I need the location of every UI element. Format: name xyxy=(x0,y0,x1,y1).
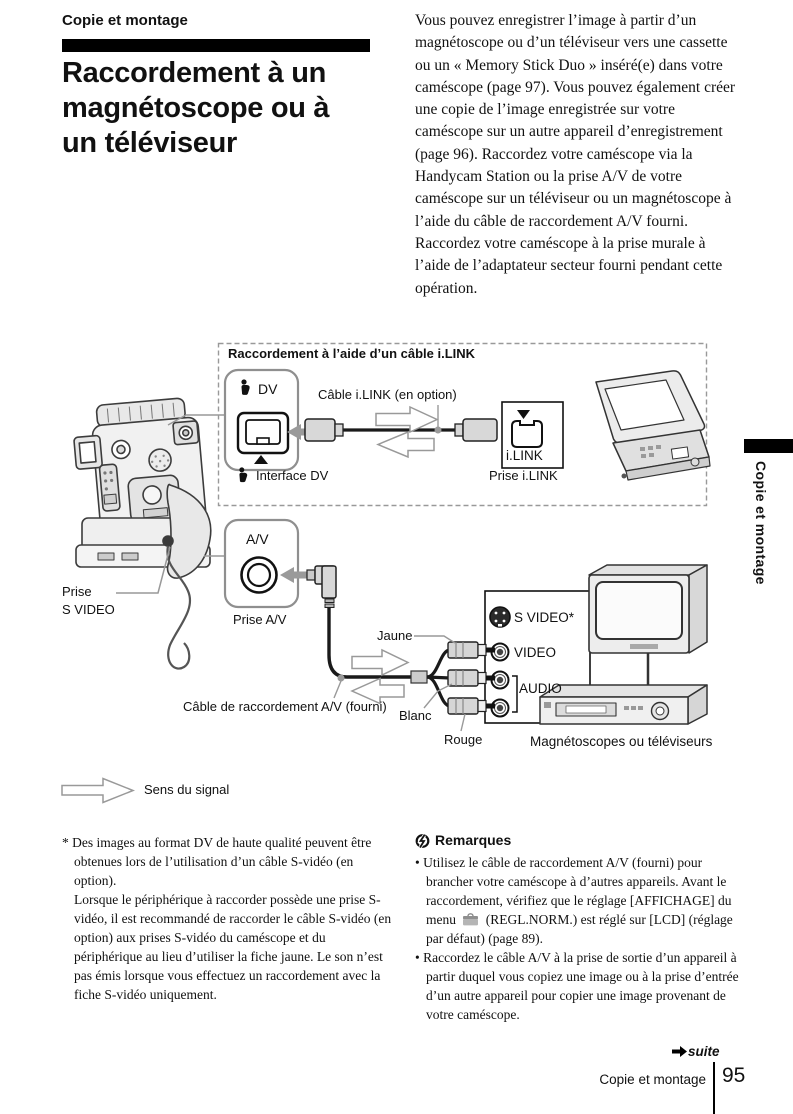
chapter-tab-label: Copie et montage xyxy=(753,461,769,585)
continue-marker xyxy=(672,1044,720,1059)
jack-video-label: VIDEO xyxy=(514,645,557,660)
footer-section-label: Copie et montage xyxy=(599,1072,706,1087)
tv-illustration xyxy=(589,565,707,685)
vcr-illustration xyxy=(540,685,707,724)
av-cable-label: Câble de raccordement A/V (fourni) xyxy=(183,699,387,714)
page-title xyxy=(62,56,329,161)
section-label: Copie et montage xyxy=(62,12,188,29)
note-item-1 xyxy=(415,853,747,948)
portable-video-device xyxy=(596,371,710,480)
plug-red-label: Rouge xyxy=(444,732,483,747)
camcorder-illustration xyxy=(71,397,211,669)
header-rule-bar xyxy=(62,39,370,52)
note-mark-icon xyxy=(415,833,430,849)
note-bullet-2: • xyxy=(415,950,420,965)
av-port-label: A/V xyxy=(246,531,269,547)
notes-section xyxy=(415,831,747,1024)
toolbox-menu-icon xyxy=(462,913,479,926)
prise-s-video-label-line1: Prise xyxy=(62,584,92,599)
page-title-line3: un téléviseur xyxy=(62,127,237,159)
ilink-port-outline xyxy=(512,421,542,447)
signal-direction-arrows-ilink xyxy=(376,407,437,457)
footnote-para1: Des images au format DV de haute qualité peuvent être obtenues lors de l’utilisation d’un câble S-vidéo (en option). xyxy=(72,835,372,888)
note1-text-before: Utilisez le câble de raccordement A/V (fourni) pour brancher votre caméscope à d’autres appareils. Avant le raccordement, vérifiez que le réglage [AFFICHAGE] du menu xyxy=(423,855,732,927)
plug-yellow-label: Jaune xyxy=(377,628,413,643)
footer-page-number: 95 xyxy=(722,1064,746,1087)
ilink-jack-label: i.LINK xyxy=(506,448,543,463)
notes-heading-label: Remarques xyxy=(435,832,512,848)
dv-port-label: DV xyxy=(258,381,278,397)
note1-text-after: (REGL.NORM.) est réglé sur [LCD] (réglage par défaut) (page 89). xyxy=(426,912,733,946)
note-item-2 xyxy=(415,948,747,1024)
s-video-jack-icon xyxy=(490,607,510,627)
prise-av-label: Prise A/V xyxy=(233,612,287,627)
plug-white-label: Blanc xyxy=(399,708,432,723)
prise-s-video-label-line2: S VIDEO xyxy=(62,602,115,617)
footnote-marker: * xyxy=(62,835,69,850)
page-title-line2: magnétoscope ou à xyxy=(62,92,330,124)
signal-legend-label: Sens du signal xyxy=(144,782,230,797)
continue-label: suite xyxy=(688,1044,720,1059)
s-video-connector xyxy=(163,536,173,546)
connection-diagram xyxy=(0,335,793,815)
ilink-cable-label: Câble i.LINK (en option) xyxy=(318,387,457,402)
page-title-line1: Raccordement à un xyxy=(62,57,327,89)
note2-text: Raccordez le câble A/V à la prise de sortie d’un appareil à partir duquel vous copiez une image ou à la prise d’entrée d’un autre appareil pour copier une image provenant de votre caméscope. xyxy=(423,950,739,1022)
footer-divider xyxy=(713,1062,715,1114)
chapter-tab-bar xyxy=(744,439,793,453)
prise-ilink-label: Prise i.LINK xyxy=(489,468,558,483)
jack-audio-label: AUDIO xyxy=(519,681,562,696)
devices-label: Magnétoscopes ou téléviseurs xyxy=(530,734,713,749)
footnote-para2: Lorsque le périphérique à raccorder possède une prise S-vidéo, il est recommandé de raccorder le câble S-vidéo (en option) aux prises S-vidéo du caméscope et du périphérique au lieu d’utiliser la fiche jaune. Le son n’est pas émis lorsque vous effectuez un raccordement avec la fiche S-vidéo uniquement. xyxy=(74,892,392,1002)
intro-paragraph: Vous pouvez enregistrer l’image à partir d’un magnétoscope ou d’un téléviseur vers une cassette ou un « Memory Stick Duo » inséré(e) dans votre caméscope (page 97). Vous pouvez également créer une copie de l’image enregistrée sur votre caméscope sur un autre appareil d’enregistrement (page 96). Raccordez votre caméscope via la Handycam Station ou la prise A/V de votre caméscope sur un téléviseur ou un magnétoscope à l’aide du câble de raccordement A/V fourni. Raccordez votre caméscope à la prise murale à l’aide de l’adaptateur secteur fourni pendant cette opération. xyxy=(415,12,736,297)
continue-arrow-icon xyxy=(672,1046,687,1057)
jack-svideo-label: S VIDEO* xyxy=(514,610,575,625)
interface-dv-label: Interface DV xyxy=(256,468,329,483)
ilink-section-title: Raccordement à l’aide d’un câble i.LINK xyxy=(228,346,476,361)
footnote xyxy=(62,833,394,1004)
av-plug xyxy=(307,566,336,608)
note-bullet: • xyxy=(415,855,420,870)
signal-legend-arrow xyxy=(62,779,133,803)
